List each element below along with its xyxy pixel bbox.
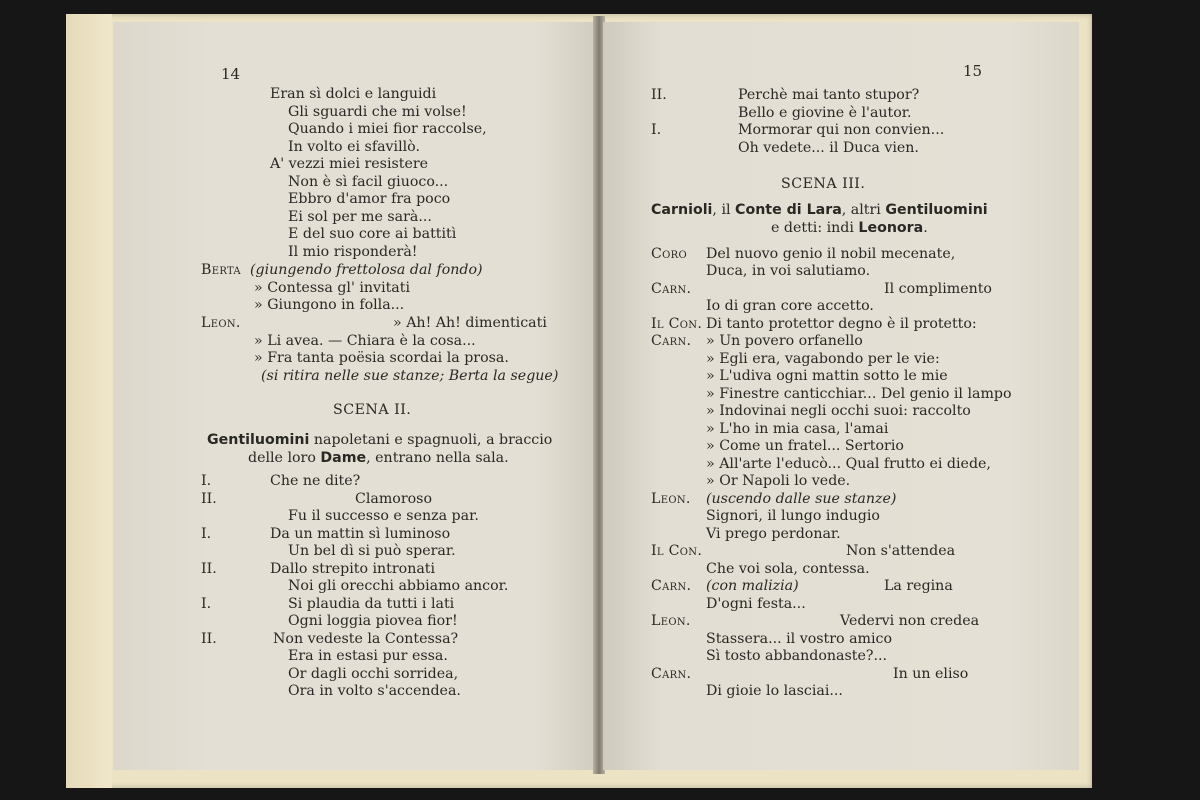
speaker-label: Leon. bbox=[201, 315, 241, 331]
dialogue-line: Non vedeste la Contessa? bbox=[273, 631, 459, 647]
cast-description bbox=[771, 220, 928, 237]
speaker-label: I. bbox=[651, 122, 662, 138]
cast-text: e detti: indi bbox=[771, 220, 859, 236]
dialogue-line: Perchè mai tanto stupor? bbox=[738, 87, 920, 103]
verse-line: Eran sì dolci e languidi bbox=[270, 86, 437, 102]
dialogue-line: » Un povero orfanello bbox=[706, 333, 863, 349]
dialogue-line: D'ogni festa... bbox=[706, 596, 806, 612]
dialogue-line: Sì tosto abbandonaste?... bbox=[706, 648, 887, 664]
page-number-right: 15 bbox=[963, 62, 983, 80]
dialogue-line: Io di gran core accetto. bbox=[706, 298, 874, 314]
verse-line: A' vezzi miei resistere bbox=[270, 156, 429, 172]
dialogue-line: Di tanto protettor degno è il protetto: bbox=[706, 316, 977, 332]
dialogue-line: Ora in volto s'accendea. bbox=[288, 683, 461, 699]
scene-desc-text: napoletani e spagnuoli, a braccio bbox=[309, 432, 553, 448]
scene-heading: SCENA III. bbox=[781, 176, 866, 192]
speaker-label: I. bbox=[201, 596, 212, 612]
speaker-label: II. bbox=[651, 87, 667, 103]
verse-line: Gli sguardi che mi volse! bbox=[288, 104, 467, 120]
verse-line: Ebbro d'amor fra poco bbox=[288, 191, 451, 207]
speaker-label: Leon. bbox=[651, 491, 691, 507]
cast-bold: Carnioli bbox=[651, 202, 713, 218]
dialogue-line: Bello e giovine è l'autor. bbox=[738, 105, 912, 121]
speaker-label: I. bbox=[201, 473, 212, 489]
dialogue-line: Che ne dite? bbox=[270, 473, 361, 489]
speaker-label: Coro bbox=[651, 246, 687, 262]
verse-line: » Giungono in folla... bbox=[254, 297, 405, 313]
dialogue-line: Si plaudia da tutti i lati bbox=[288, 596, 455, 612]
scene-desc-bold: Gentiluomini bbox=[207, 432, 310, 448]
speaker-label: II. bbox=[201, 561, 217, 577]
stage-direction: (con malizia) bbox=[706, 578, 799, 594]
dialogue-line: Vi prego perdonar. bbox=[706, 526, 841, 542]
verse-line: » Ah! Ah! dimenticati bbox=[393, 315, 547, 331]
dialogue-line: » Finestre canticchiar... Del genio il lampo bbox=[706, 386, 1012, 402]
verse-line: » Li avea. — Chiara è la cosa... bbox=[254, 333, 476, 349]
dialogue-line: Stassera... il vostro amico bbox=[706, 631, 893, 647]
verse-line: Ei sol per me sarà... bbox=[288, 209, 432, 225]
dialogue-line: Mormorar qui non convien... bbox=[738, 122, 945, 138]
dialogue-line: Del nuovo genio il nobil mecenate, bbox=[706, 246, 956, 262]
speaker-label: Carn. bbox=[651, 333, 692, 349]
dialogue-line: » All'arte l'educò... Qual frutto ei diede, bbox=[706, 456, 991, 472]
verse-line: Il mio risponderà! bbox=[288, 244, 418, 260]
dialogue-line: Che voi sola, contessa. bbox=[706, 561, 870, 577]
dialogue-line: Vedervi non credea bbox=[840, 613, 980, 629]
scene-desc-text: , entrano nella sala. bbox=[366, 450, 509, 466]
scene-desc-text: delle loro bbox=[248, 450, 321, 466]
stage-direction: (uscendo dalle sue stanze) bbox=[706, 491, 897, 507]
dialogue-line: » Egli era, vagabondo per le vie: bbox=[706, 351, 940, 367]
right-page bbox=[603, 22, 1079, 770]
dialogue-line: Era in estasi pur essa. bbox=[288, 648, 448, 664]
verse-line: E del suo core ai battitì bbox=[288, 226, 457, 242]
cast-bold: Leonora bbox=[858, 220, 924, 236]
dialogue-line: Noi gli orecchi abbiamo ancor. bbox=[288, 578, 509, 594]
verse-line: In volto ei sfavillò. bbox=[288, 139, 420, 155]
speaker-label: Carn. bbox=[651, 578, 692, 594]
cast-text: . bbox=[923, 220, 928, 236]
scene-heading: SCENA II. bbox=[333, 402, 412, 418]
cast-bold: Conte di Lara bbox=[735, 202, 842, 218]
dialogue-line: In un eliso bbox=[893, 666, 969, 682]
speaker-label: Leon. bbox=[651, 613, 691, 629]
page-number-left: 14 bbox=[221, 65, 241, 83]
dialogue-line: Duca, in voi salutiamo. bbox=[706, 263, 871, 279]
dialogue-line: » Or Napoli lo vede. bbox=[706, 473, 851, 489]
cast-bold: Gentiluomini bbox=[885, 202, 988, 218]
dialogue-line: » Indovinai negli occhi suoi: raccolto bbox=[706, 403, 971, 419]
speaker-label: Il Con. bbox=[651, 316, 703, 332]
dialogue-line: Signori, il lungo indugio bbox=[706, 508, 880, 524]
verse-line: Non è sì facil giuoco... bbox=[288, 174, 449, 190]
dialogue-line: Da un mattin sì luminoso bbox=[270, 526, 451, 542]
dialogue-line: » Come un fratel... Sertorio bbox=[706, 438, 904, 454]
speaker-label: II. bbox=[201, 491, 217, 507]
dialogue-line: Dallo strepito intronati bbox=[270, 561, 436, 577]
dialogue-line: Ogni loggia piovea fior! bbox=[288, 613, 458, 629]
speaker-label: Il Con. bbox=[651, 543, 703, 559]
dialogue-line: Di gioie lo lasciai... bbox=[706, 683, 843, 699]
dialogue-line: Clamoroso bbox=[355, 491, 432, 507]
dialogue-line: Non s'attendea bbox=[846, 543, 956, 559]
speaker-label: Carn. bbox=[651, 281, 692, 297]
cast-text: , il bbox=[712, 202, 736, 218]
scene-description bbox=[248, 450, 509, 467]
stage-direction: (si ritira nelle sue stanze; Berta la segue) bbox=[261, 368, 559, 384]
dialogue-line: Un bel dì si può sperar. bbox=[288, 543, 456, 559]
cast-text: , altri bbox=[841, 202, 886, 218]
scene-description bbox=[207, 432, 552, 449]
speaker-label: I. bbox=[201, 526, 212, 542]
dialogue-line: Fu il successo e senza par. bbox=[288, 508, 479, 524]
board-edge bbox=[66, 14, 112, 788]
dialogue-line: La regina bbox=[884, 578, 953, 594]
speaker-label: Berta bbox=[201, 262, 241, 278]
dialogue-line: » L'udiva ogni mattin sotto le mie bbox=[706, 368, 948, 384]
verse-line: » Contessa gl' invitati bbox=[254, 280, 411, 296]
cast-description bbox=[651, 202, 988, 219]
speaker-label: II. bbox=[201, 631, 217, 647]
dialogue-line: » L'ho in mia casa, l'amai bbox=[706, 421, 889, 437]
verse-line: Quando i miei fior raccolse, bbox=[288, 121, 487, 137]
dialogue-line: Il complimento bbox=[884, 281, 992, 297]
speaker-label: Carn. bbox=[651, 666, 692, 682]
verse-line: » Fra tanta poësia scordai la prosa. bbox=[254, 350, 509, 366]
scene-desc-bold: Dame bbox=[320, 450, 367, 466]
stage-direction: (giungendo frettolosa dal fondo) bbox=[250, 262, 483, 278]
left-page bbox=[113, 22, 595, 770]
dialogue-line: Or dagli occhi sorridea, bbox=[288, 666, 459, 682]
dialogue-line: Oh vedete... il Duca vien. bbox=[738, 140, 919, 156]
